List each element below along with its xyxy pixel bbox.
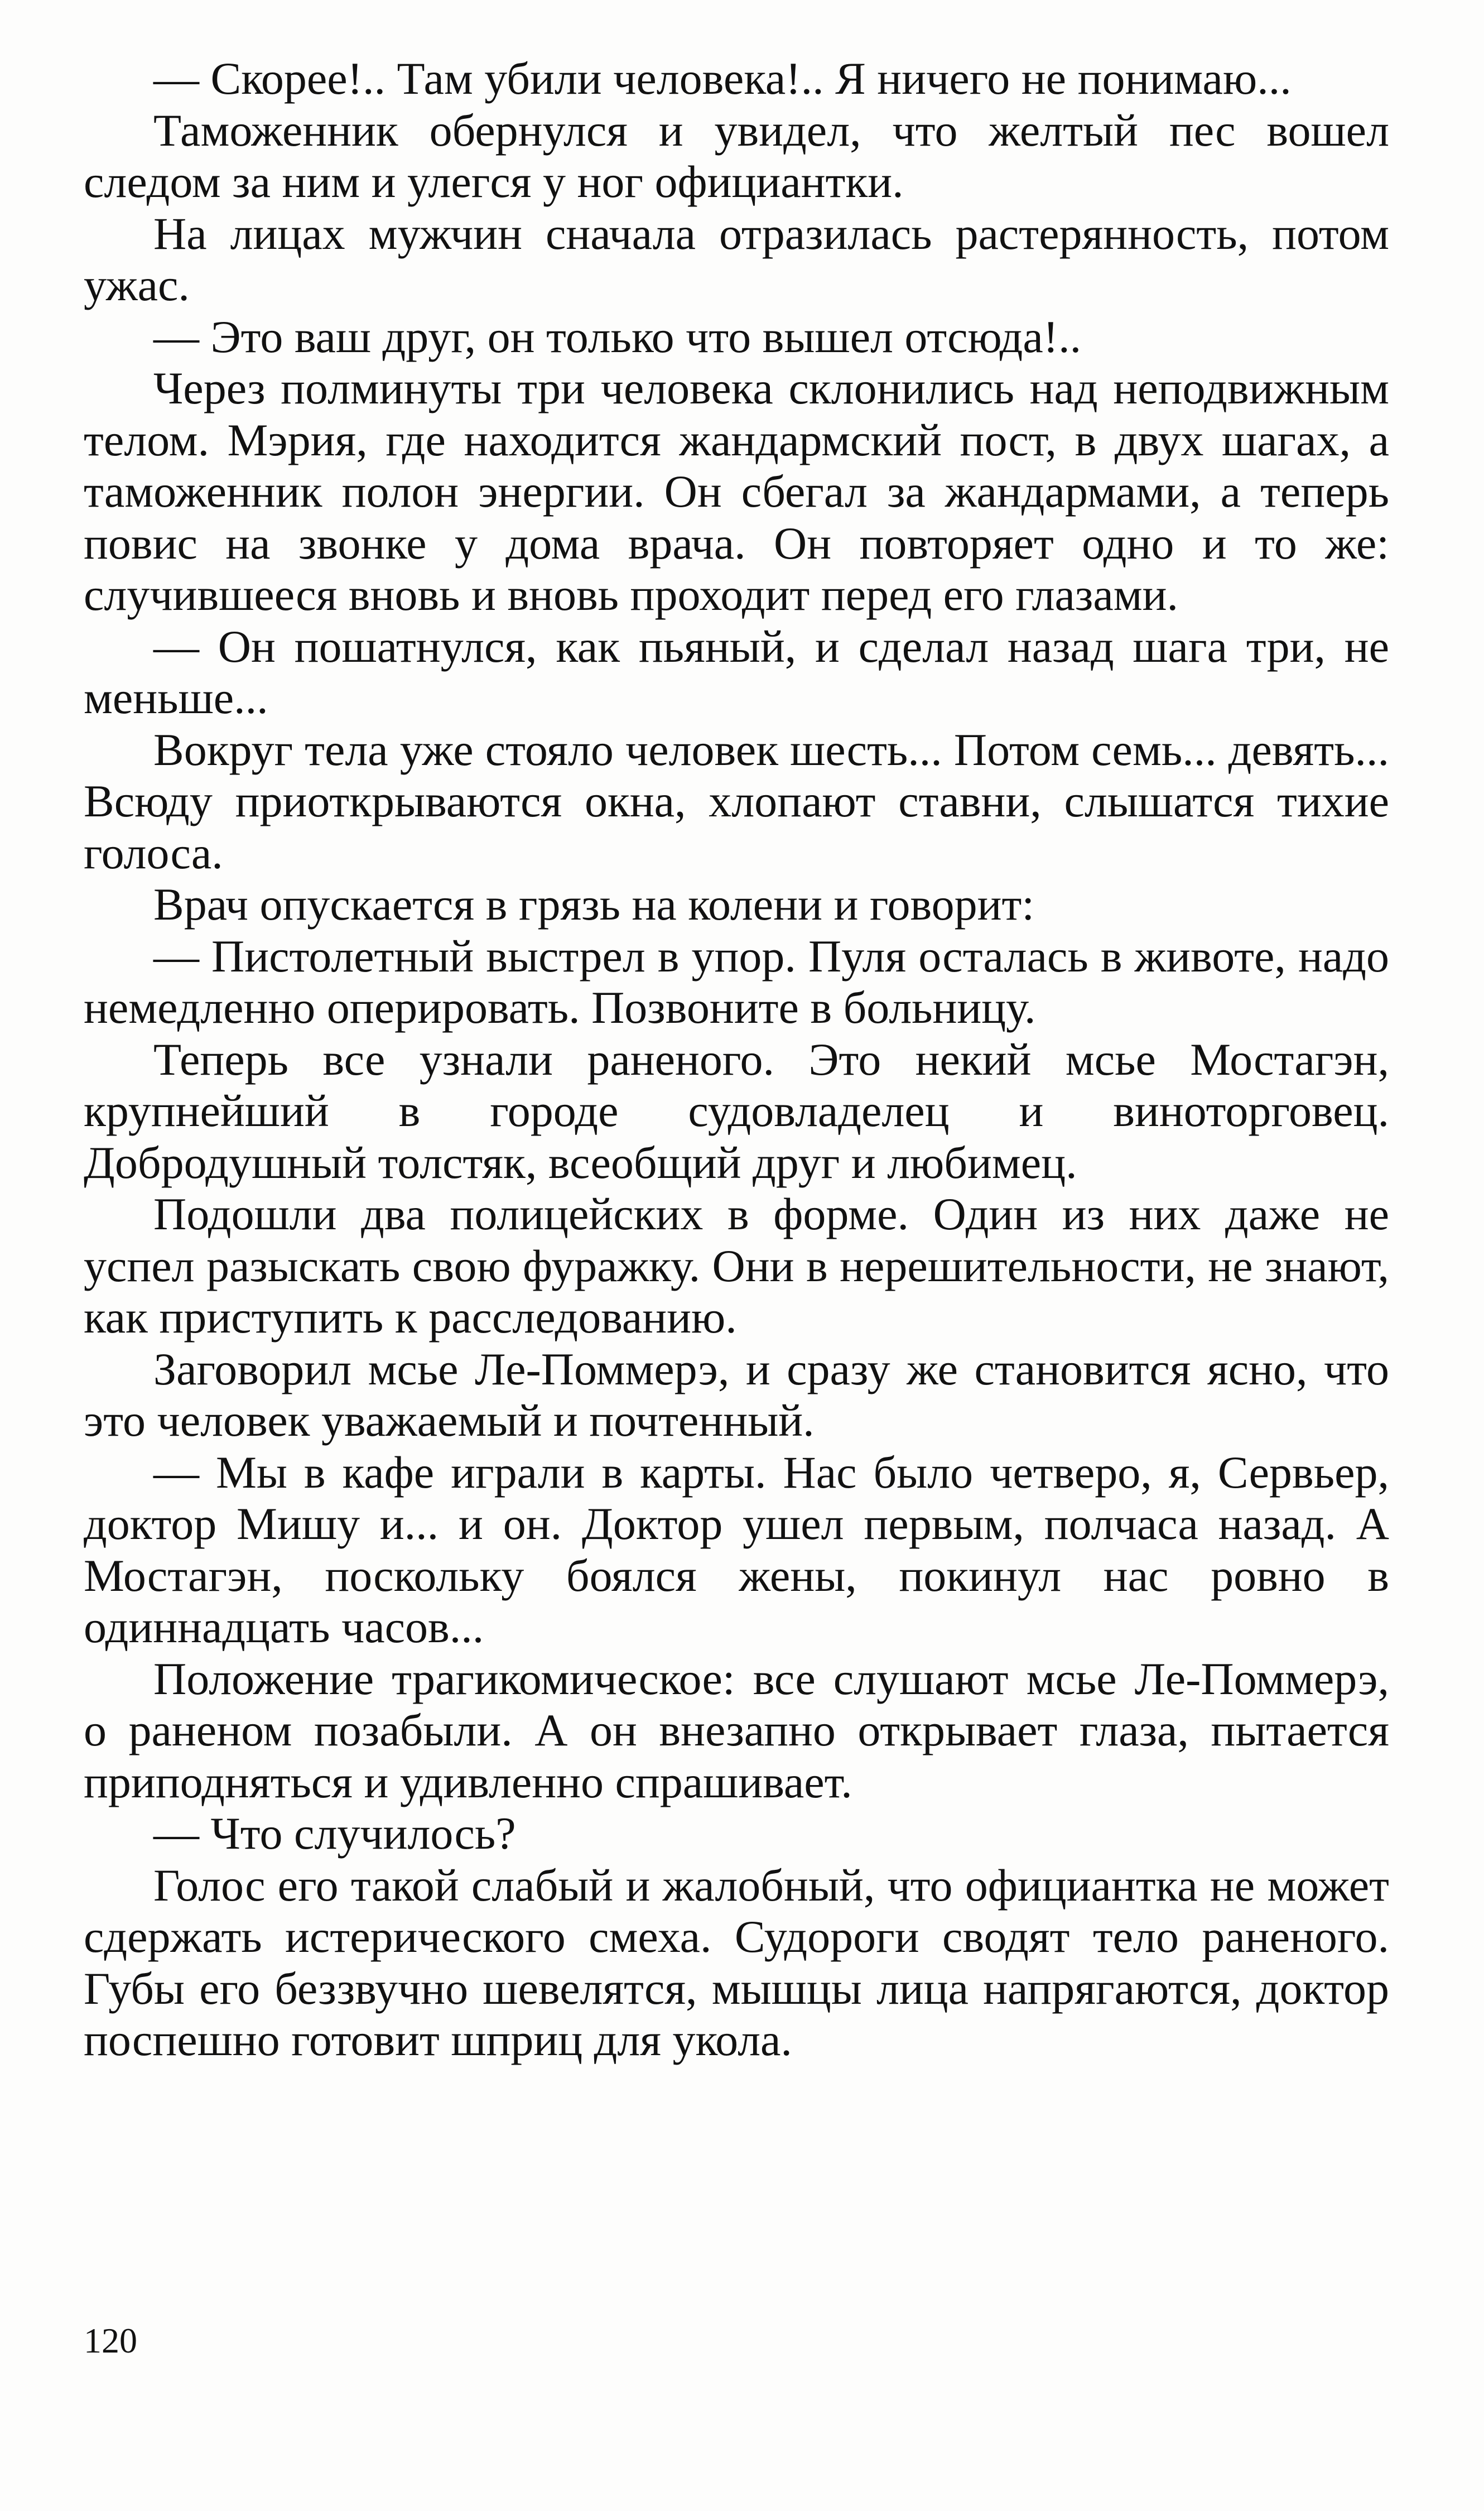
- paragraph: Через полминуты три человека склонились над неподвижным телом. Мэрия, где находится жандармский пост, в двух шагах, а таможенник полон энергии. Он сбегал за жандармами, а теперь повис на звонке у дома врача. Он повторяет одно и то же: случившееся вновь и вновь проходит перед его глазами.: [84, 363, 1389, 620]
- body-text: [84, 53, 1389, 2066]
- paragraph: Таможенник обернулся и увидел, что желтый пес вошел следом за ним и улегся у ног официантки.: [84, 104, 1389, 207]
- paragraph: Положение трагикомическое: все слушают мсье Ле-Поммерэ, о раненом позабыли. А он внезапно открывает глаза, пытается приподняться и удивленно спрашивает.: [84, 1653, 1389, 1807]
- paragraph: — Пистолетный выстрел в упор. Пуля осталась в животе, надо немедленно оперировать. Позвоните в больницу.: [84, 930, 1389, 1033]
- paragraph: Врач опускается в грязь на колени и говорит:: [153, 879, 1035, 930]
- paragraph: Теперь все узнали раненого. Это некий мсье Мостагэн, крупнейший в городе судовладелец и виноторговец. Добродушный толстяк, всеобщий друг и любимец.: [84, 1033, 1389, 1188]
- paragraph: Голос его такой слабый и жалобный, что официантка не может сдержать истерического смеха. Судороги сводят тело раненого. Губы его беззвучно шевелятся, мышцы лица напрягаются, доктор поспешно готовит шприц для укола.: [84, 1859, 1389, 2065]
- paragraph: Заговорил мсье Ле-Поммерэ, и сразу же становится ясно, что это человек уважаемый и почтенный.: [84, 1343, 1389, 1446]
- page-number: 120: [84, 2321, 137, 2360]
- paragraph: — Он пошатнулся, как пьяный, и сделал назад шага три, не меньше...: [84, 620, 1389, 723]
- paragraph: — Это ваш друг, он только что вышел отсюда!..: [153, 311, 1082, 362]
- paragraph: — Что случилось?: [153, 1808, 516, 1859]
- paragraph: — Мы в кафе играли в карты. Нас было четверо, я, Сервьер, доктор Мишу и... и он. Доктор ушел первым, полчаса назад. А Мостагэн, поскольку боялся жены, покинул нас ровно в одиннадцать часов...: [84, 1446, 1389, 1652]
- paragraph: На лицах мужчин сначала отразилась растерянность, потом ужас.: [84, 208, 1389, 310]
- paragraph: — Скорее!.. Там убили человека!.. Я ничего не понимаю...: [153, 53, 1292, 104]
- paragraph: Вокруг тела уже стояло человек шесть... Потом семь... девять... Всюду приоткрываются окна, хлопают ставни, слышатся тихие голоса.: [84, 724, 1389, 878]
- paragraph: Подошли два полицейских в форме. Один из них даже не успел разыскать свою фуражку. Они в нерешительности, не знают, как приступить к расследованию.: [84, 1189, 1389, 1343]
